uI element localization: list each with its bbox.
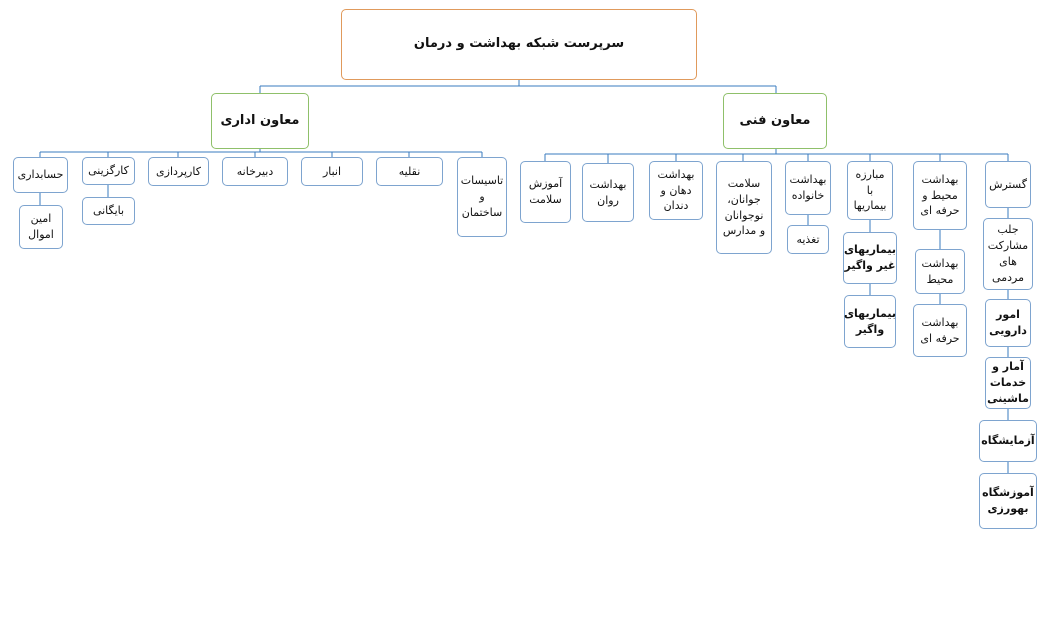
tech-subunit-nutrition[interactable]: تغذیه bbox=[787, 225, 829, 254]
tech-subunit-public-participation[interactable]: جلب مشارکت های مردمی bbox=[983, 218, 1033, 290]
admin-subunit-property-custodian[interactable]: امین اموال bbox=[19, 205, 63, 249]
admin-deputy-node[interactable]: معاون اداری bbox=[211, 93, 309, 149]
tech-unit-disease-control[interactable]: مبارزه با بیماریها bbox=[847, 161, 893, 220]
admin-unit-secretariat[interactable]: دبیرخانه bbox=[222, 157, 288, 186]
tech-subunit-health-worker-school[interactable]: آموزشگاه بهورزی bbox=[979, 473, 1037, 529]
tech-unit-health-education[interactable]: آموزش سلامت bbox=[520, 161, 571, 223]
admin-unit-personnel[interactable]: کارگزینی bbox=[82, 157, 135, 185]
admin-unit-facilities[interactable]: تاسیسات و ساختمان bbox=[457, 157, 507, 237]
tech-unit-environmental-occupational-health[interactable]: بهداشت محیط و حرفه ای bbox=[913, 161, 967, 230]
tech-subunit-statistics-it[interactable]: آمار و خدمات ماشینی bbox=[985, 357, 1031, 409]
admin-unit-procurement[interactable]: کارپردازی bbox=[148, 157, 209, 186]
admin-subunit-archive[interactable]: بایگانی bbox=[82, 197, 135, 225]
admin-unit-accounting[interactable]: حسابداری bbox=[13, 157, 68, 193]
tech-subunit-pharmaceutical-affairs[interactable]: امور دارویی bbox=[985, 299, 1031, 347]
tech-subunit-laboratory[interactable]: آزمایشگاه bbox=[979, 420, 1037, 462]
admin-unit-warehouse[interactable]: انبار bbox=[301, 157, 363, 186]
tech-deputy-node[interactable]: معاون فنی bbox=[723, 93, 827, 149]
tech-unit-youth-school-health[interactable]: سلامت جوانان، نوجوانان و مدارس bbox=[716, 161, 772, 254]
tech-unit-family-health[interactable]: بهداشت خانواده bbox=[785, 161, 831, 215]
root-node-supervisor[interactable]: سرپرست شبکه بهداشت و درمان bbox=[341, 9, 697, 80]
tech-unit-oral-dental-health[interactable]: بهداشت دهان و دندان bbox=[649, 161, 703, 220]
tech-subunit-noncommunicable-diseases[interactable]: بیماریهای غیر واگیر bbox=[843, 232, 897, 284]
tech-subunit-environmental-health[interactable]: بهداشت محیط bbox=[915, 249, 965, 294]
tech-subunit-occupational-health[interactable]: بهداشت حرفه ای bbox=[913, 304, 967, 357]
tech-unit-expansion[interactable]: گسترش bbox=[985, 161, 1031, 208]
tech-subunit-communicable-diseases[interactable]: بیماریهای واگیر bbox=[844, 295, 896, 348]
admin-unit-transport[interactable]: نقلیه bbox=[376, 157, 443, 186]
tech-unit-mental-health[interactable]: بهداشت روان bbox=[582, 163, 634, 222]
